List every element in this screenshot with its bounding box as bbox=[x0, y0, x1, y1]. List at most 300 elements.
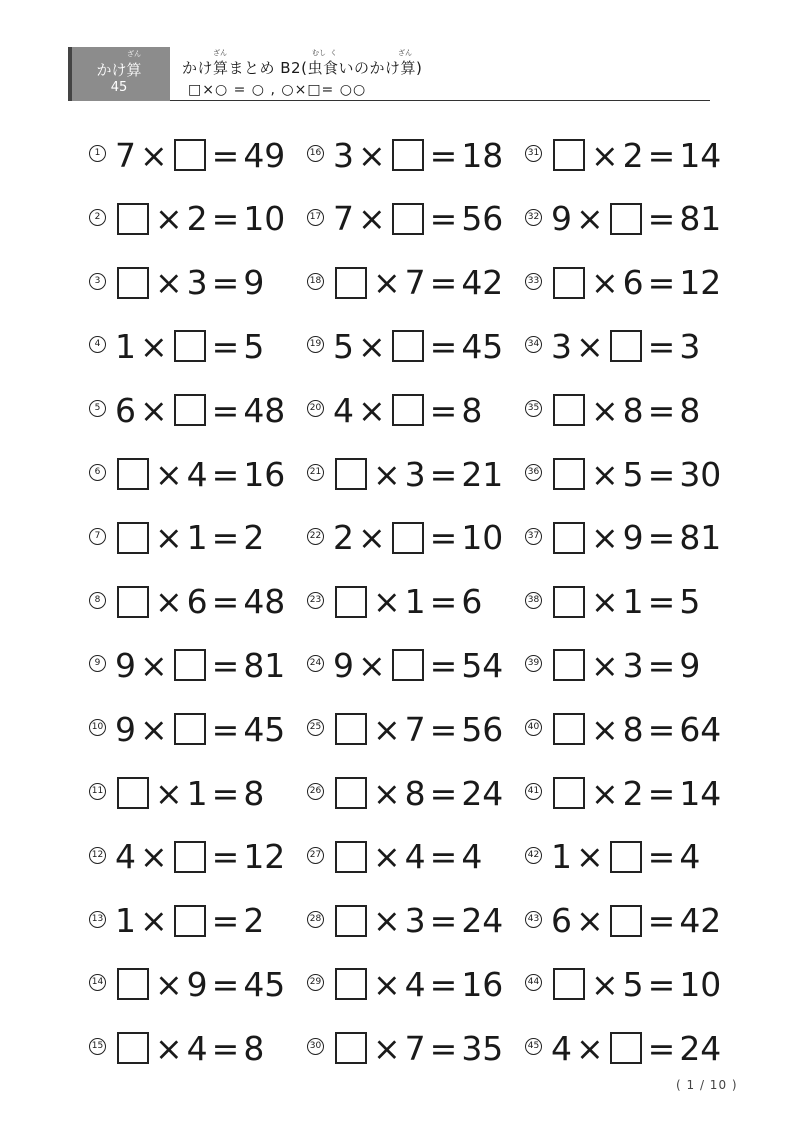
times-sign: × bbox=[373, 901, 401, 941]
product: 16 bbox=[461, 964, 504, 1004]
times-sign: × bbox=[140, 326, 168, 366]
product: 42 bbox=[679, 901, 722, 941]
answer-box[interactable] bbox=[117, 1032, 149, 1064]
product: 8 bbox=[243, 773, 265, 813]
answer-box[interactable] bbox=[610, 905, 642, 937]
factor-b: 3 bbox=[404, 901, 426, 941]
worksheet-subtitle: □×○ = ○ , ○×□= ○○ bbox=[188, 82, 367, 98]
product: 42 bbox=[461, 263, 504, 303]
factor-a: 6 bbox=[551, 901, 572, 941]
times-sign: × bbox=[591, 518, 619, 558]
problem-number: 20 bbox=[307, 400, 324, 417]
problem-number: 34 bbox=[525, 336, 542, 353]
factor-b: 9 bbox=[186, 964, 208, 1004]
problem-number: 44 bbox=[525, 974, 542, 991]
problem-equation bbox=[115, 959, 285, 1009]
product: 35 bbox=[461, 1028, 504, 1068]
answer-box[interactable] bbox=[117, 522, 149, 554]
times-sign: × bbox=[576, 837, 604, 877]
equals-sign: = bbox=[211, 837, 240, 877]
problem-equation bbox=[333, 640, 503, 690]
equals-sign: = bbox=[211, 390, 240, 430]
product: 8 bbox=[679, 390, 701, 430]
times-sign: × bbox=[373, 263, 401, 303]
problem-number: 32 bbox=[525, 209, 542, 226]
times-sign: × bbox=[591, 454, 619, 494]
answer-box[interactable] bbox=[553, 968, 585, 1000]
answer-box[interactable] bbox=[335, 777, 367, 809]
problem-number: 19 bbox=[307, 336, 324, 353]
times-sign: × bbox=[576, 1028, 604, 1068]
product: 2 bbox=[243, 518, 265, 558]
equals-sign: = bbox=[647, 135, 676, 175]
factor-b: 9 bbox=[622, 518, 644, 558]
answer-box[interactable] bbox=[392, 203, 424, 235]
answer-box[interactable] bbox=[174, 905, 206, 937]
equals-sign: = bbox=[211, 263, 240, 303]
problem-number: 4 bbox=[89, 336, 106, 353]
problem-number: 7 bbox=[89, 528, 106, 545]
answer-box[interactable] bbox=[553, 777, 585, 809]
problem-equation bbox=[115, 385, 285, 435]
problem-number: 16 bbox=[307, 145, 324, 162]
answer-box[interactable] bbox=[174, 841, 206, 873]
equals-sign: = bbox=[211, 964, 240, 1004]
product: 81 bbox=[243, 645, 286, 685]
ruby-zan-2: ざん bbox=[398, 49, 412, 57]
answer-box[interactable] bbox=[553, 139, 585, 171]
product: 8 bbox=[243, 1028, 265, 1068]
factor-a: 7 bbox=[115, 135, 136, 175]
badge-edge bbox=[68, 47, 72, 101]
times-sign: × bbox=[373, 454, 401, 494]
problem-number: 9 bbox=[89, 655, 106, 672]
product: 8 bbox=[461, 390, 483, 430]
problem-number: 41 bbox=[525, 783, 542, 800]
product: 16 bbox=[243, 454, 286, 494]
times-sign: × bbox=[155, 1028, 183, 1068]
product: 45 bbox=[461, 326, 504, 366]
factor-a: 1 bbox=[115, 901, 136, 941]
factor-a: 5 bbox=[333, 326, 354, 366]
problem-equation bbox=[551, 258, 721, 308]
equals-sign: = bbox=[647, 390, 676, 430]
product: 49 bbox=[243, 135, 286, 175]
times-sign: × bbox=[591, 964, 619, 1004]
factor-a: 2 bbox=[333, 518, 354, 558]
times-sign: × bbox=[373, 773, 401, 813]
answer-box[interactable] bbox=[117, 203, 149, 235]
product: 24 bbox=[679, 1028, 722, 1068]
times-sign: × bbox=[140, 390, 168, 430]
equals-sign: = bbox=[647, 773, 676, 813]
factor-b: 2 bbox=[622, 135, 644, 175]
equals-sign: = bbox=[211, 582, 240, 622]
problem-number: 35 bbox=[525, 400, 542, 417]
factor-a: 9 bbox=[115, 709, 136, 749]
factor-b: 8 bbox=[622, 709, 644, 749]
problem-number: 13 bbox=[89, 911, 106, 928]
equals-sign: = bbox=[429, 263, 458, 303]
times-sign: × bbox=[140, 901, 168, 941]
badge-ruby: ざん bbox=[127, 50, 141, 58]
worksheet-title: かけ算まとめ B2(虫食いのかけ算) bbox=[182, 59, 423, 77]
equals-sign: = bbox=[211, 645, 240, 685]
problem-number: 36 bbox=[525, 464, 542, 481]
ruby-zan-1: ざん bbox=[213, 49, 227, 57]
factor-b: 6 bbox=[622, 263, 644, 303]
times-sign: × bbox=[155, 582, 183, 622]
problem-number: 29 bbox=[307, 974, 324, 991]
problem-equation bbox=[551, 1023, 721, 1073]
factor-b: 4 bbox=[186, 1028, 208, 1068]
problem-equation bbox=[115, 1023, 264, 1073]
factor-a: 6 bbox=[115, 390, 136, 430]
equals-sign: = bbox=[647, 326, 676, 366]
times-sign: × bbox=[373, 964, 401, 1004]
equals-sign: = bbox=[429, 199, 458, 239]
product: 45 bbox=[243, 964, 286, 1004]
factor-b: 5 bbox=[622, 454, 644, 494]
answer-box[interactable] bbox=[392, 649, 424, 681]
times-sign: × bbox=[155, 454, 183, 494]
product: 48 bbox=[243, 390, 286, 430]
problem-number: 8 bbox=[89, 592, 106, 609]
equals-sign: = bbox=[429, 454, 458, 494]
answer-box[interactable] bbox=[335, 968, 367, 1000]
times-sign: × bbox=[140, 837, 168, 877]
equals-sign: = bbox=[429, 582, 458, 622]
product: 5 bbox=[243, 326, 265, 366]
problem-equation bbox=[333, 321, 503, 371]
factor-b: 1 bbox=[186, 773, 208, 813]
product: 56 bbox=[461, 709, 504, 749]
factor-a: 1 bbox=[115, 326, 136, 366]
equals-sign: = bbox=[211, 709, 240, 749]
equals-sign: = bbox=[211, 1028, 240, 1068]
product: 30 bbox=[679, 454, 722, 494]
product: 14 bbox=[679, 135, 722, 175]
problem-equation bbox=[551, 640, 700, 690]
equals-sign: = bbox=[647, 199, 676, 239]
factor-a: 3 bbox=[333, 135, 354, 175]
times-sign: × bbox=[373, 1028, 401, 1068]
page-indicator: ( 1 / 10 ) bbox=[676, 1078, 738, 1092]
product: 9 bbox=[243, 263, 265, 303]
problem-number: 28 bbox=[307, 911, 324, 928]
problem-equation bbox=[115, 321, 264, 371]
problem-equation bbox=[115, 768, 264, 818]
equals-sign: = bbox=[211, 199, 240, 239]
answer-box[interactable] bbox=[335, 458, 367, 490]
problem-equation bbox=[551, 577, 700, 627]
times-sign: × bbox=[155, 964, 183, 1004]
product: 24 bbox=[461, 901, 504, 941]
problem-equation bbox=[333, 832, 482, 882]
problem-number: 42 bbox=[525, 847, 542, 864]
problem-equation bbox=[551, 194, 721, 244]
problem-equation bbox=[333, 449, 503, 499]
problem-equation bbox=[115, 832, 285, 882]
product: 64 bbox=[679, 709, 722, 749]
factor-b: 5 bbox=[622, 964, 644, 1004]
equals-sign: = bbox=[429, 709, 458, 749]
problem-equation bbox=[551, 513, 721, 563]
problem-equation bbox=[333, 194, 503, 244]
problem-equation bbox=[551, 832, 700, 882]
problem-number: 33 bbox=[525, 273, 542, 290]
product: 5 bbox=[679, 582, 701, 622]
answer-box[interactable] bbox=[553, 458, 585, 490]
times-sign: × bbox=[358, 135, 386, 175]
equals-sign: = bbox=[429, 645, 458, 685]
equals-sign: = bbox=[429, 773, 458, 813]
problem-number: 25 bbox=[307, 719, 324, 736]
problem-equation bbox=[551, 385, 700, 435]
equals-sign: = bbox=[429, 964, 458, 1004]
problem-number: 31 bbox=[525, 145, 542, 162]
times-sign: × bbox=[140, 135, 168, 175]
problem-equation bbox=[551, 768, 721, 818]
answer-box[interactable] bbox=[610, 1032, 642, 1064]
equals-sign: = bbox=[211, 135, 240, 175]
problem-number: 24 bbox=[307, 655, 324, 672]
product: 54 bbox=[461, 645, 504, 685]
problem-equation bbox=[551, 959, 721, 1009]
answer-box[interactable] bbox=[553, 586, 585, 618]
answer-box[interactable] bbox=[553, 522, 585, 554]
factor-b: 2 bbox=[622, 773, 644, 813]
product: 21 bbox=[461, 454, 504, 494]
problem-equation bbox=[115, 577, 285, 627]
product: 12 bbox=[243, 837, 286, 877]
times-sign: × bbox=[373, 582, 401, 622]
times-sign: × bbox=[373, 837, 401, 877]
answer-box[interactable] bbox=[553, 713, 585, 745]
answer-box[interactable] bbox=[117, 586, 149, 618]
problem-number: 5 bbox=[89, 400, 106, 417]
factor-b: 7 bbox=[404, 709, 426, 749]
problem-equation bbox=[551, 321, 700, 371]
problem-number: 18 bbox=[307, 273, 324, 290]
problem-equation bbox=[333, 959, 503, 1009]
product: 2 bbox=[243, 901, 265, 941]
factor-b: 3 bbox=[622, 645, 644, 685]
problem-number: 10 bbox=[89, 719, 106, 736]
problem-number: 14 bbox=[89, 974, 106, 991]
product: 6 bbox=[461, 582, 483, 622]
times-sign: × bbox=[576, 326, 604, 366]
factor-a: 1 bbox=[551, 837, 572, 877]
times-sign: × bbox=[591, 709, 619, 749]
factor-b: 3 bbox=[186, 263, 208, 303]
answer-box[interactable] bbox=[553, 267, 585, 299]
problem-equation bbox=[333, 1023, 503, 1073]
problem-number: 22 bbox=[307, 528, 324, 545]
badge-title: かけ算 bbox=[96, 61, 142, 79]
equals-sign: = bbox=[211, 518, 240, 558]
product: 14 bbox=[679, 773, 722, 813]
equals-sign: = bbox=[429, 390, 458, 430]
times-sign: × bbox=[155, 263, 183, 303]
problem-number: 30 bbox=[307, 1038, 324, 1055]
answer-box[interactable] bbox=[610, 841, 642, 873]
product: 9 bbox=[679, 645, 701, 685]
product: 48 bbox=[243, 582, 286, 622]
product: 12 bbox=[679, 263, 722, 303]
factor-a: 3 bbox=[551, 326, 572, 366]
product: 4 bbox=[461, 837, 483, 877]
product: 45 bbox=[243, 709, 286, 749]
answer-box[interactable] bbox=[335, 1032, 367, 1064]
times-sign: × bbox=[155, 518, 183, 558]
answer-box[interactable] bbox=[174, 330, 206, 362]
answer-box[interactable] bbox=[553, 394, 585, 426]
answer-box[interactable] bbox=[392, 522, 424, 554]
times-sign: × bbox=[591, 645, 619, 685]
problem-number: 15 bbox=[89, 1038, 106, 1055]
problem-equation bbox=[115, 194, 285, 244]
answer-box[interactable] bbox=[392, 139, 424, 171]
problem-equation bbox=[115, 704, 285, 754]
times-sign: × bbox=[140, 645, 168, 685]
product: 3 bbox=[679, 326, 701, 366]
factor-a: 9 bbox=[333, 645, 354, 685]
factor-b: 1 bbox=[404, 582, 426, 622]
factor-b: 4 bbox=[404, 964, 426, 1004]
problem-number: 11 bbox=[89, 783, 106, 800]
equals-sign: = bbox=[647, 518, 676, 558]
answer-box[interactable] bbox=[117, 777, 149, 809]
times-sign: × bbox=[358, 645, 386, 685]
factor-b: 8 bbox=[404, 773, 426, 813]
equals-sign: = bbox=[211, 773, 240, 813]
header-rule bbox=[170, 100, 710, 101]
problem-equation bbox=[333, 258, 503, 308]
problem-number: 21 bbox=[307, 464, 324, 481]
equals-sign: = bbox=[429, 135, 458, 175]
factor-b: 7 bbox=[404, 1028, 426, 1068]
answer-box[interactable] bbox=[117, 968, 149, 1000]
answer-box[interactable] bbox=[392, 394, 424, 426]
answer-box[interactable] bbox=[174, 139, 206, 171]
times-sign: × bbox=[140, 709, 168, 749]
equals-sign: = bbox=[211, 454, 240, 494]
answer-box[interactable] bbox=[392, 330, 424, 362]
problem-number: 40 bbox=[525, 719, 542, 736]
problem-equation bbox=[551, 704, 721, 754]
problem-equation bbox=[115, 896, 264, 946]
equals-sign: = bbox=[647, 837, 676, 877]
answer-box[interactable] bbox=[335, 586, 367, 618]
problem-equation bbox=[333, 513, 503, 563]
factor-a: 4 bbox=[333, 390, 354, 430]
problem-number: 43 bbox=[525, 911, 542, 928]
answer-box[interactable] bbox=[174, 394, 206, 426]
badge-number: 45 bbox=[110, 80, 128, 95]
times-sign: × bbox=[358, 390, 386, 430]
problem-equation bbox=[333, 896, 503, 946]
problem-number: 2 bbox=[89, 209, 106, 226]
problem-number: 17 bbox=[307, 209, 324, 226]
problem-number: 37 bbox=[525, 528, 542, 545]
times-sign: × bbox=[591, 773, 619, 813]
factor-a: 9 bbox=[115, 645, 136, 685]
answer-box[interactable] bbox=[335, 713, 367, 745]
answer-box[interactable] bbox=[335, 267, 367, 299]
answer-box[interactable] bbox=[117, 458, 149, 490]
problem-number: 27 bbox=[307, 847, 324, 864]
equals-sign: = bbox=[647, 901, 676, 941]
problem-equation bbox=[333, 130, 503, 180]
answer-box[interactable] bbox=[610, 203, 642, 235]
answer-box[interactable] bbox=[117, 267, 149, 299]
product: 81 bbox=[679, 199, 722, 239]
product: 18 bbox=[461, 135, 504, 175]
problem-number: 38 bbox=[525, 592, 542, 609]
problem-number: 3 bbox=[89, 273, 106, 290]
factor-b: 1 bbox=[622, 582, 644, 622]
factor-b: 8 bbox=[622, 390, 644, 430]
problem-number: 1 bbox=[89, 145, 106, 162]
times-sign: × bbox=[576, 901, 604, 941]
product: 81 bbox=[679, 518, 722, 558]
problem-equation bbox=[551, 896, 721, 946]
times-sign: × bbox=[591, 135, 619, 175]
times-sign: × bbox=[591, 390, 619, 430]
factor-b: 2 bbox=[186, 199, 208, 239]
problem-number: 26 bbox=[307, 783, 324, 800]
factor-b: 4 bbox=[186, 454, 208, 494]
equals-sign: = bbox=[647, 582, 676, 622]
factor-b: 1 bbox=[186, 518, 208, 558]
problem-equation bbox=[115, 640, 285, 690]
equals-sign: = bbox=[647, 263, 676, 303]
times-sign: × bbox=[591, 582, 619, 622]
equals-sign: = bbox=[647, 645, 676, 685]
problem-equation bbox=[333, 704, 503, 754]
equals-sign: = bbox=[647, 709, 676, 749]
answer-box[interactable] bbox=[335, 841, 367, 873]
problem-equation bbox=[333, 577, 482, 627]
problem-equation bbox=[333, 768, 503, 818]
problem-equation bbox=[115, 130, 285, 180]
equals-sign: = bbox=[211, 326, 240, 366]
times-sign: × bbox=[373, 709, 401, 749]
answer-box[interactable] bbox=[335, 905, 367, 937]
factor-b: 6 bbox=[186, 582, 208, 622]
answer-box[interactable] bbox=[174, 649, 206, 681]
answer-box[interactable] bbox=[610, 330, 642, 362]
product: 10 bbox=[243, 199, 286, 239]
answer-box[interactable] bbox=[553, 649, 585, 681]
problem-equation bbox=[115, 258, 264, 308]
equals-sign: = bbox=[429, 1028, 458, 1068]
problem-number: 6 bbox=[89, 464, 106, 481]
problem-number: 23 bbox=[307, 592, 324, 609]
factor-a: 4 bbox=[551, 1028, 572, 1068]
factor-b: 4 bbox=[404, 837, 426, 877]
product: 10 bbox=[679, 964, 722, 1004]
equals-sign: = bbox=[429, 326, 458, 366]
ruby-mushi: むし bbox=[312, 49, 326, 57]
equals-sign: = bbox=[429, 837, 458, 877]
worksheet-badge bbox=[68, 47, 170, 101]
answer-box[interactable] bbox=[174, 713, 206, 745]
times-sign: × bbox=[358, 199, 386, 239]
times-sign: × bbox=[155, 199, 183, 239]
problem-number: 45 bbox=[525, 1038, 542, 1055]
